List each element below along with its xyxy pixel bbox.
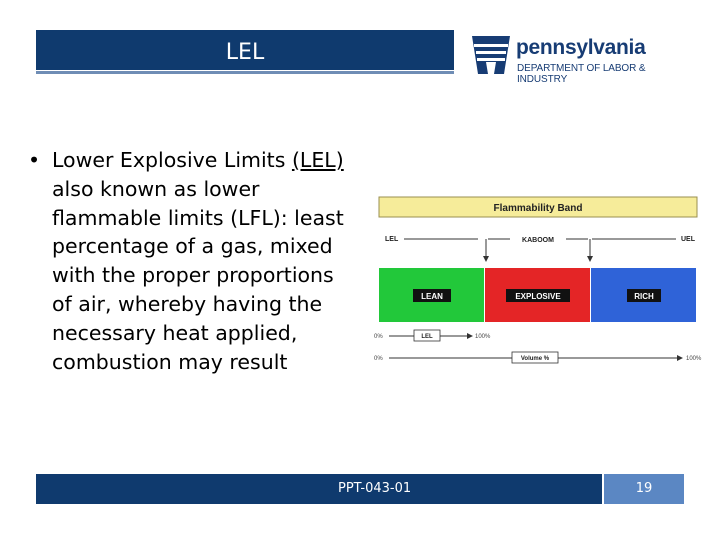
lel-scale-end: 100%: [475, 334, 491, 340]
keystone-icon: [468, 32, 514, 78]
bullet-list: [26, 146, 356, 376]
lel-scale-start: 0%: [374, 334, 383, 340]
logo-subtitle: DEPARTMENT OF LABOR & INDUSTRY: [517, 63, 646, 85]
uel-label: UEL: [681, 236, 695, 243]
band-label: Flammability Band: [493, 203, 583, 214]
bullet-term: Lower Explosive Limits: [52, 148, 286, 172]
flammability-diagram-svg: [370, 190, 712, 370]
bullet-dot: •: [28, 148, 41, 172]
zone-label: EXPLOSIVE: [515, 292, 561, 301]
zones: [379, 268, 696, 322]
volume-scale-start: 0%: [374, 356, 383, 362]
zone-label: RICH: [634, 292, 654, 301]
volume-scale-label: Volume %: [520, 356, 550, 362]
flammability-diagram: [370, 190, 712, 370]
slide-title: LEL: [225, 40, 265, 65]
title-underline: [36, 71, 454, 74]
footer-code: PPT-043-01: [338, 481, 412, 496]
footer-bar: [36, 474, 602, 504]
page-number: 19: [635, 481, 653, 496]
kaboom-label: KABOOM: [522, 237, 554, 244]
lel-label: LEL: [385, 236, 399, 243]
zone-label: LEAN: [421, 292, 443, 301]
pennsylvania-logo: [466, 30, 698, 85]
volume-scale-end: 100%: [686, 356, 702, 362]
bullet-abbr: (LEL): [291, 148, 344, 172]
bullet-text: also known as lower flammable limits (LFL): least percentage of a gas, mixed with the proper proportions of air, whereby having the necessary heat applied, combustion may result: [52, 176, 344, 374]
lel-scale-label: LEL: [421, 334, 433, 340]
bullet-item: [26, 146, 356, 376]
logo-name: pennsylvania: [516, 36, 646, 59]
